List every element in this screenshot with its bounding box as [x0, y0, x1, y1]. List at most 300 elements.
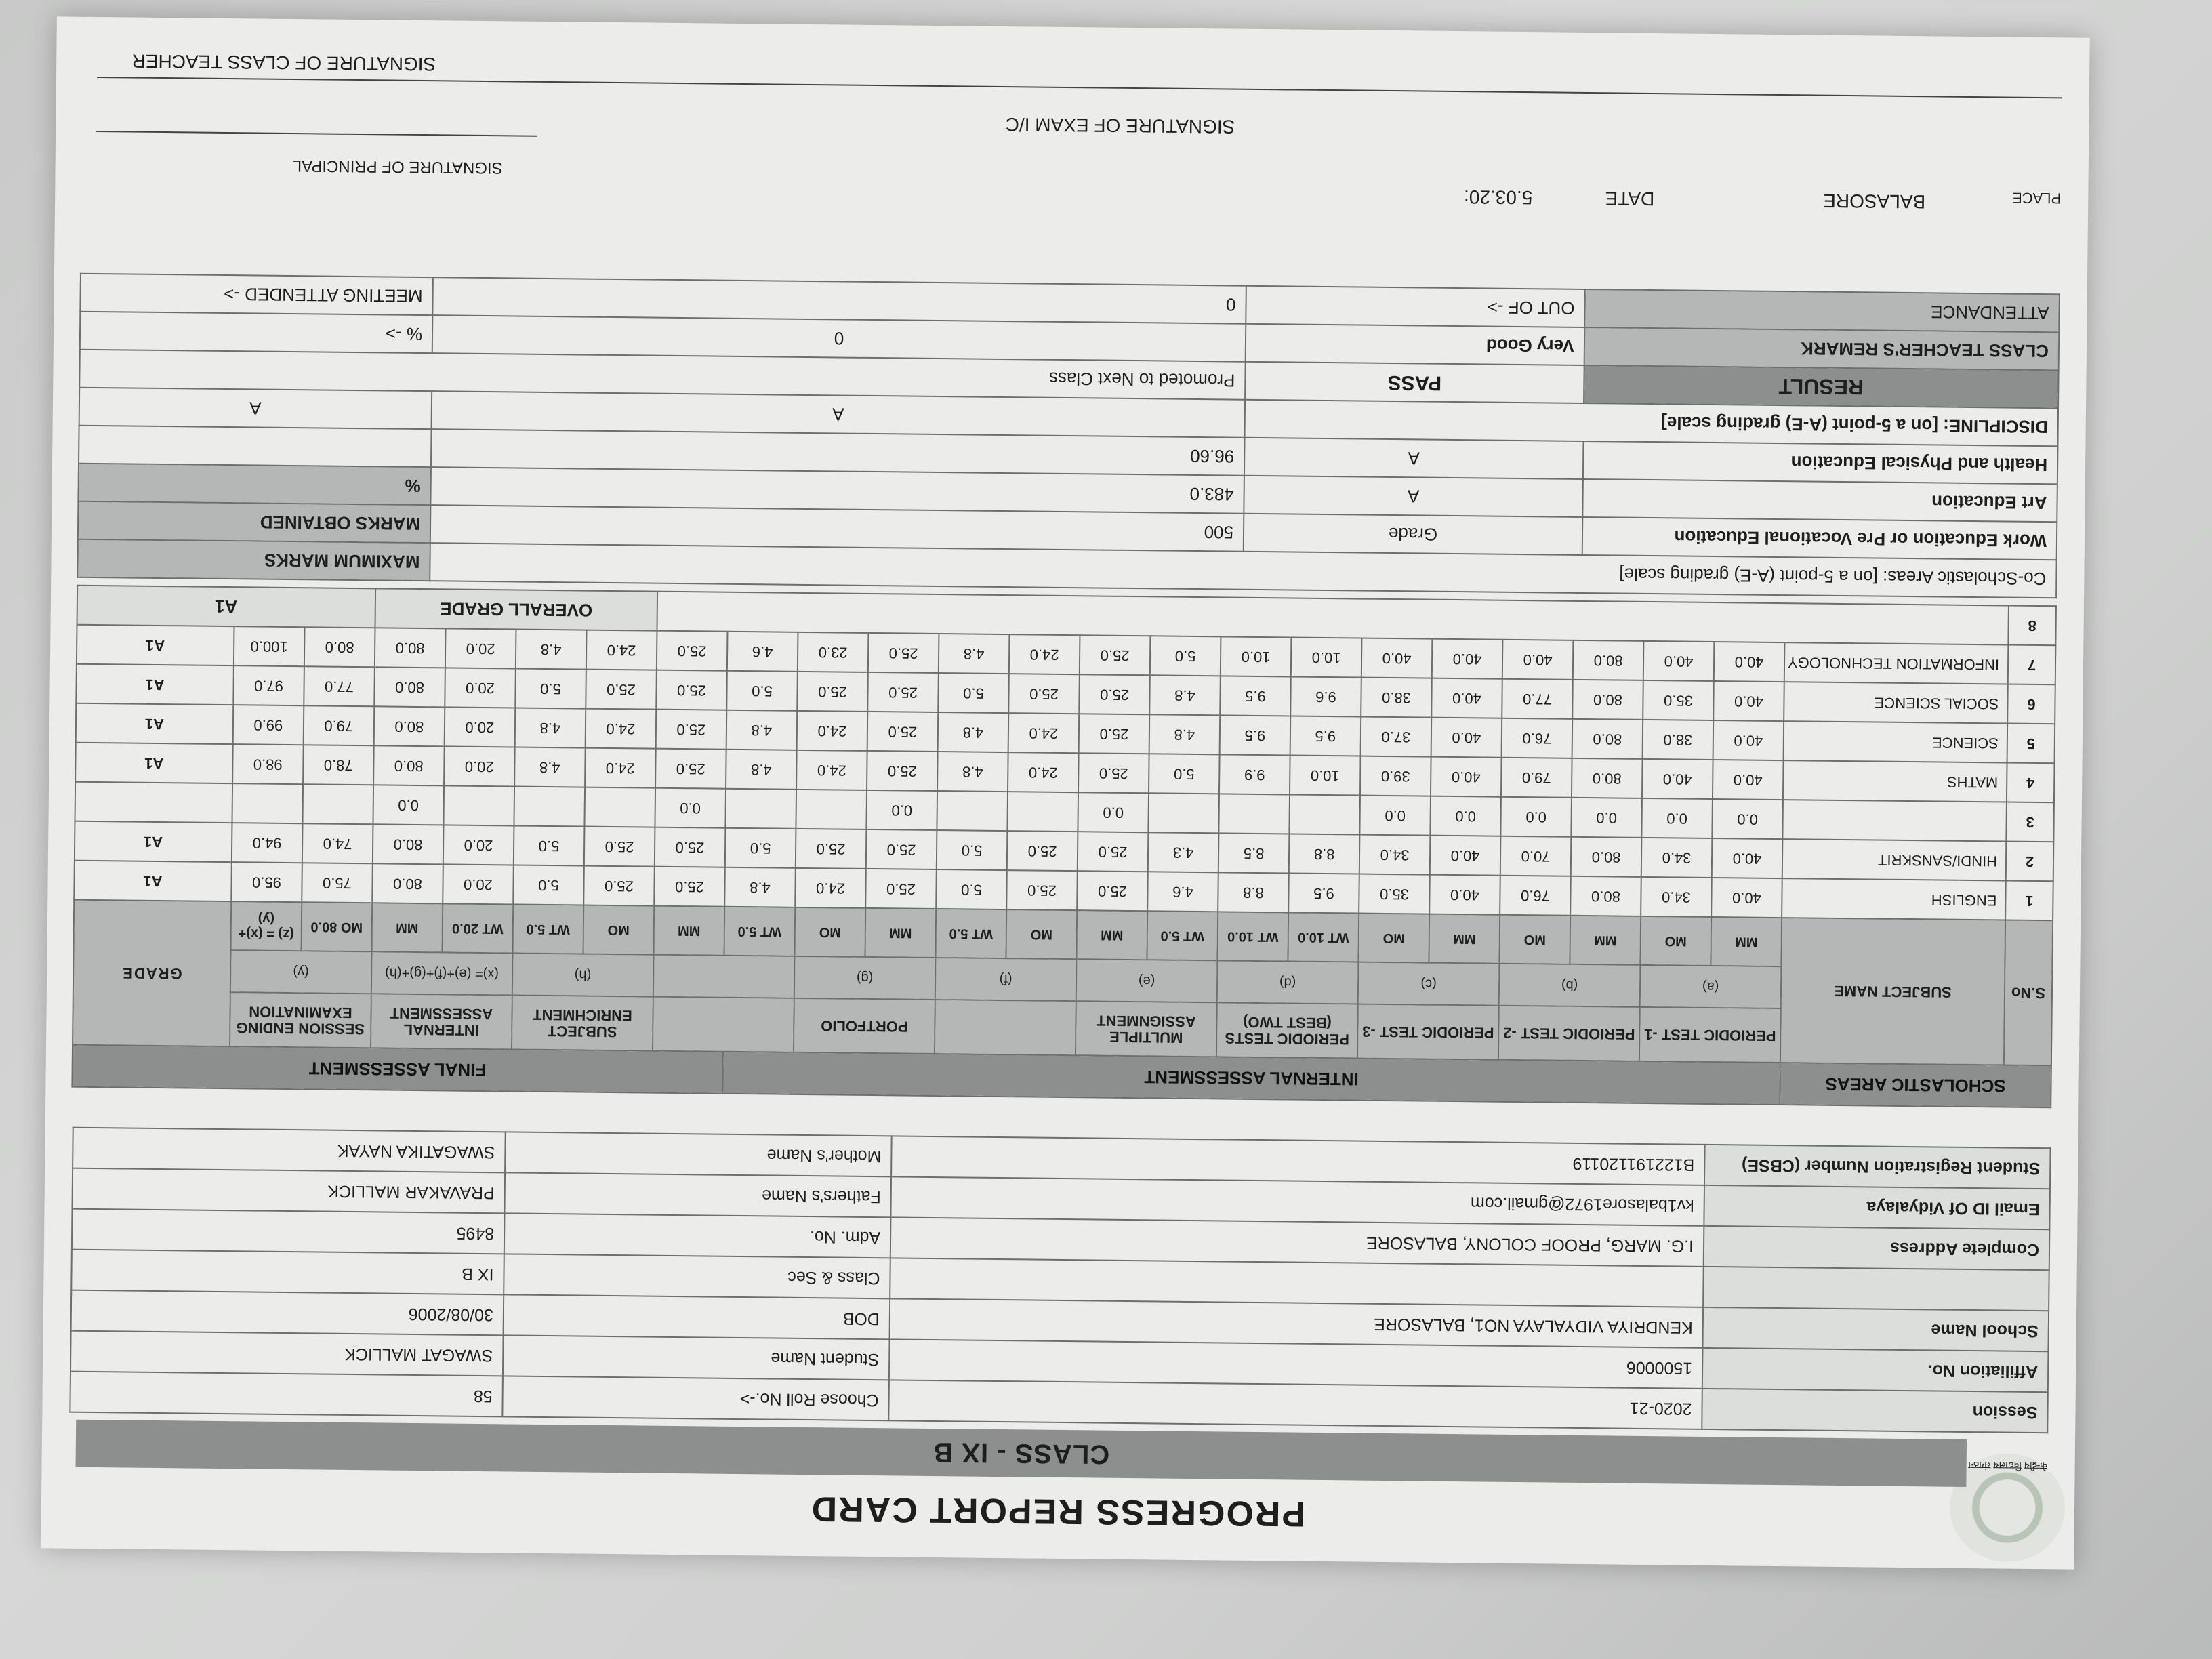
column-subheader: MM [1711, 917, 1782, 966]
mark-cell: 40.0 [1713, 760, 1784, 800]
info-label: Session [1702, 1389, 2048, 1433]
date-label: DATE [1605, 188, 1655, 210]
mark-cell: 25.0 [655, 827, 726, 867]
mark-cell [1218, 794, 1290, 834]
page-title: PROGRESS REPORT CARD [810, 1489, 1306, 1534]
column-title: INTERNAL ASSESSMENT [371, 994, 512, 1049]
mark-cell: 40.0 [1712, 838, 1783, 878]
mark-cell: 25.0 [1079, 674, 1150, 714]
mark-cell: 25.0 [868, 633, 939, 673]
mark-cell: 4.8 [726, 710, 798, 750]
mark-cell: 9.5 [1288, 873, 1359, 913]
column-title: PERIODIC TEST -1 [1639, 1007, 1781, 1063]
mark-cell: 0.0 [1078, 792, 1149, 832]
subject-name-header: SUBJECT NAME [1780, 918, 2005, 1065]
row-sno: 4 [2007, 763, 2055, 803]
mark-cell: 40.0 [1432, 639, 1503, 679]
column-code: (f) [935, 958, 1077, 1001]
signature-exam: SIGNATURE OF EXAM I/C [1005, 114, 1235, 138]
mark-cell: 4.8 [514, 747, 586, 787]
mark-cell: 5.0 [936, 869, 1007, 909]
mark-cell: 40.0 [1429, 875, 1500, 915]
row-subject [1782, 800, 2007, 841]
mark-cell [584, 787, 655, 827]
column-subheader: MM [653, 906, 724, 956]
mark-cell: 25.0 [656, 670, 727, 710]
mark-cell: 25.0 [1079, 714, 1150, 754]
info-label-2: Fathers's Name [504, 1172, 891, 1217]
row-subject: ENGLISH [1782, 878, 2006, 920]
mark-cell [725, 789, 796, 829]
row-sno: 2 [2006, 842, 2054, 882]
info-value-2: 30/08/2006 [71, 1290, 504, 1336]
column-subheader: MO [1640, 916, 1711, 966]
class-label: CLASS - IX B [933, 1437, 1110, 1469]
place-value: BALASORE [1823, 190, 1926, 213]
mark-cell: 4.8 [726, 750, 797, 790]
info-label-2: Student Name [503, 1335, 890, 1380]
final-assessment-band: FINAL ASSESSMENT [72, 1045, 723, 1094]
mark-cell: 25.0 [657, 631, 728, 671]
row-grade: A1 [75, 821, 232, 862]
info-label-2: DOB [504, 1294, 890, 1339]
mark-cell: 4.8 [1149, 714, 1221, 754]
mark-cell: 23.0 [798, 632, 869, 672]
mark-cell: 94.0 [232, 823, 303, 863]
column-code [653, 955, 795, 998]
footer [82, 44, 2062, 221]
column-title [935, 1000, 1076, 1055]
column-subheader: MM [1429, 914, 1500, 964]
co-scholastic-item-1: Work Education or Pre Vocational Education [1582, 517, 2057, 560]
student-info-table [69, 1127, 2051, 1434]
mark-cell: 9.9 [1219, 754, 1290, 794]
mark-cell: 20.0 [445, 707, 516, 747]
mark-cell: 0.0 [1500, 797, 1572, 837]
mark-cell: 24.0 [585, 748, 656, 788]
mark-cell: 25.0 [583, 866, 655, 906]
mark-cell: 24.0 [1008, 713, 1080, 753]
column-subheader: MM [865, 908, 936, 958]
mark-cell: 0.0 [866, 790, 937, 830]
column-subheader: MM [371, 903, 443, 952]
discipline-grade: A [79, 388, 432, 429]
info-value-2: 8495 [72, 1209, 505, 1254]
mark-cell [1007, 792, 1078, 832]
meeting-attended-label: MEETING ATTENDED -> [80, 274, 433, 315]
column-subheader: MO 80.0 [301, 902, 372, 951]
info-label: Affiliation No. [1702, 1348, 2049, 1392]
mark-cell: 35.0 [1643, 680, 1714, 720]
mark-cell: 4.8 [515, 708, 586, 747]
mark-cell: 80.0 [374, 667, 445, 707]
mark-cell: 5.0 [1149, 754, 1220, 794]
mark-cell: 76.0 [1502, 718, 1573, 758]
remark-value: Very Good [1246, 324, 1585, 365]
mark-cell: 80.0 [1573, 640, 1644, 680]
mark-cell: 5.0 [513, 865, 584, 905]
co-scholastic-grade-2: A [1244, 438, 1584, 479]
mark-cell: 100.0 [234, 626, 305, 666]
mark-cell: 80.0 [1571, 837, 1642, 877]
mark-cell [1289, 794, 1360, 834]
info-value [890, 1258, 1704, 1307]
info-label: Complete Address [1704, 1226, 2050, 1270]
mark-cell: 20.0 [445, 628, 516, 668]
mark-cell [302, 784, 373, 824]
mark-cell: 20.0 [445, 668, 516, 708]
mark-cell: 4.6 [727, 632, 798, 672]
mark-cell: 4.8 [938, 712, 1009, 752]
mark-cell: 79.0 [304, 705, 375, 745]
co-scholastic-item-3: Health and Physical Education [1583, 441, 2058, 484]
mark-cell: 80.0 [375, 628, 446, 668]
column-title: SUBJECT ENRICHMENT [512, 995, 653, 1050]
mark-cell: 9.5 [1220, 715, 1291, 755]
mark-cell [937, 791, 1008, 831]
column-subheader: MO [1006, 909, 1077, 959]
mark-cell: 25.0 [866, 830, 937, 869]
mark-cell: 0.0 [1571, 798, 1642, 838]
row-sno: 3 [2006, 802, 2054, 842]
column-subheader: MM [1076, 910, 1147, 960]
row-subject: HINDI/SANSKRIT [1782, 839, 2007, 880]
mark-cell: 25.0 [796, 829, 867, 869]
mark-cell: 70.0 [1500, 836, 1572, 876]
place-label: PLACE [2011, 189, 2062, 207]
mark-cell [514, 786, 585, 826]
scholastic-marks-table [71, 585, 2057, 1109]
mark-cell: 25.0 [1078, 832, 1149, 872]
column-code: (x)= (e)+(f)+(g)+(h) [371, 951, 513, 995]
column-title: PERIODIC TEST -2 [1498, 1006, 1640, 1061]
mark-cell: 0.0 [373, 785, 444, 825]
scholastic-areas-band: SCHOLASTIC AREAS [1780, 1063, 2051, 1107]
column-code: (y) [230, 950, 372, 994]
mark-cell: 0.0 [1430, 796, 1501, 836]
remark-arrow: % -> [80, 312, 433, 353]
row-grade: A1 [77, 625, 234, 665]
mark-cell: 24.0 [797, 711, 868, 751]
percent-label: % [78, 464, 431, 505]
co-scholastic-grade-1: A [1244, 476, 1583, 517]
mark-cell: 5.0 [514, 825, 585, 865]
info-label: Email ID Of Vidyalaya [1704, 1185, 2050, 1229]
report-card-sheet [41, 16, 2090, 1569]
mark-cell: 98.0 [232, 744, 304, 784]
mark-cell: 40.0 [1431, 718, 1502, 758]
mark-cell: 80.0 [373, 824, 444, 864]
info-label-2: Adm. No. [504, 1213, 891, 1258]
mark-cell: 5.0 [515, 668, 586, 708]
mark-cell: 24.0 [586, 630, 657, 670]
mark-cell: 35.0 [1359, 874, 1430, 914]
row-grade: A1 [74, 861, 232, 901]
summary-table [77, 273, 2060, 599]
mark-cell: 25.0 [797, 672, 868, 712]
column-code: (h) [512, 953, 654, 996]
mark-cell: 80.0 [1570, 876, 1641, 916]
column-subheader: WT 10.0 [1217, 912, 1288, 961]
mark-cell: 80.0 [1572, 680, 1643, 720]
attendance-out-of-label: OUT OF -> [1246, 286, 1585, 327]
row-grade: A1 [75, 703, 233, 744]
column-code: (e) [1076, 959, 1218, 1002]
info-value-2: PRAVAKAR MALLICK [72, 1168, 505, 1214]
mark-cell: 0.0 [1712, 799, 1783, 839]
co-scholastic-grade-3: A [432, 391, 1246, 438]
mark-cell: 40.0 [1431, 757, 1502, 797]
mark-cell: 80.0 [373, 745, 445, 785]
mark-cell: 74.0 [302, 823, 373, 863]
internal-assessment-band: INTERNAL ASSESSMENT [722, 1052, 1780, 1105]
sno-header: S.No [2004, 920, 2053, 1066]
mark-cell [232, 783, 303, 823]
column-title: PERIODIC TESTS (BEST TWO) [1216, 1002, 1358, 1058]
row-grade: A1 [75, 743, 233, 783]
mark-cell: 4.8 [516, 629, 587, 669]
mark-cell: 34.0 [1359, 835, 1431, 875]
result-label: RESULT [1584, 365, 2059, 408]
mark-cell: 0.0 [1641, 798, 1713, 838]
row-sno: 6 [2007, 684, 2055, 724]
mark-cell: 25.0 [1008, 674, 1080, 714]
mark-cell: 4.8 [937, 752, 1008, 792]
mark-cell: 4.3 [1148, 832, 1219, 872]
column-subheader: (z) = (x)+(y) [230, 901, 302, 951]
info-label: School Name [1702, 1307, 2049, 1351]
column-subheader: MO [1358, 914, 1429, 963]
overall-grade-value: A1 [77, 586, 375, 628]
info-value-2: SWAGAT MALLICK [70, 1331, 504, 1376]
mark-cell: 75.0 [302, 863, 373, 903]
info-label: Student Registration Number (CBSE) [1704, 1145, 2051, 1189]
mark-cell: 4.6 [1147, 872, 1218, 912]
mark-cell: 20.0 [443, 825, 514, 865]
mark-cell: 24.0 [1008, 752, 1079, 792]
percent-value: 96.60 [431, 429, 1245, 476]
row-subject: SCIENCE [1784, 721, 2008, 762]
discipline-heading: DISCIPLINE: [on a 5-point (A-E) grading scale] [1245, 400, 2059, 447]
signature-principal: SIGNATURE OF PRINCIPAL [292, 157, 503, 178]
mark-cell: 40.0 [1711, 878, 1782, 918]
column-title [653, 997, 794, 1052]
mark-cell: 40.0 [1714, 642, 1785, 682]
mark-cell: 20.0 [444, 746, 515, 786]
mark-cell: 25.0 [1077, 871, 1148, 911]
mark-cell: 24.0 [1009, 634, 1080, 674]
mark-cell: 40.0 [1643, 641, 1715, 681]
mark-cell [796, 790, 867, 830]
mark-cell: 37.0 [1361, 717, 1432, 757]
mark-cell: 40.0 [1642, 759, 1713, 799]
row-subject: MATHS [1783, 760, 2007, 802]
attendance-label: ATTENDANCE [1584, 289, 2060, 332]
column-subheader: WT 10.0 [1288, 912, 1359, 962]
column-title: MULTIPLE ASSIGNMENT [1076, 1001, 1217, 1057]
info-value: kv1balasore1972@gmail.com [890, 1176, 1704, 1226]
result-note: Promoted to Next Class [79, 350, 1245, 400]
mark-cell: 4.8 [939, 634, 1010, 674]
info-label-2: Class & Sec [504, 1254, 890, 1298]
grade-header: GRADE [73, 900, 231, 1046]
column-code: (g) [794, 956, 936, 1000]
info-value: B122191120119 [891, 1136, 1705, 1185]
info-value: KENDRIYA VIDYALAYA NO1, BALASORE [890, 1298, 1704, 1348]
mark-cell: 5.0 [938, 673, 1009, 713]
mark-cell: 40.0 [1713, 681, 1784, 721]
mark-cell: 77.0 [304, 666, 375, 706]
date-value: 5.03.20: [1463, 186, 1533, 209]
co-scholastic-item-2: Art Education [1582, 479, 2057, 522]
mark-cell: 10.0 [1291, 637, 1362, 677]
info-value: 2020-21 [888, 1380, 1702, 1429]
column-code: (d) [1217, 960, 1359, 1004]
overall-grade-label: OVERALL GRADE [375, 588, 657, 630]
mark-cell: 40.0 [1430, 836, 1501, 876]
logo-caption: केन्द्रीय विद्यालय संगठन [1968, 1460, 2048, 1472]
marks-obtained-value: 483.0 [430, 467, 1244, 514]
mark-cell: 38.0 [1643, 720, 1714, 760]
mark-cell: 40.0 [1431, 678, 1502, 718]
column-subheader: WT 5.0 [512, 904, 583, 954]
mark-cell: 4.8 [1149, 675, 1221, 715]
max-marks-label: MAXIMUM MARKS [77, 539, 430, 581]
mark-cell: 97.0 [233, 665, 304, 705]
column-subheader: WT 5.0 [724, 907, 795, 956]
column-code: (b) [1499, 964, 1641, 1007]
info-value-2: SWAGATIKA NAYAK [73, 1128, 506, 1173]
row-sno: 7 [2008, 645, 2056, 685]
column-code: (a) [1640, 965, 1782, 1008]
mark-cell: 10.0 [1290, 755, 1361, 795]
mark-cell: 5.0 [725, 828, 796, 868]
attendance-out-of-value: 0 [432, 277, 1246, 324]
column-subheader: WT 20.0 [442, 903, 513, 953]
column-subheader: MM [1570, 916, 1641, 965]
remark-label: CLASS TEACHER'S REMARK [1584, 327, 2060, 370]
mark-cell: 40.0 [1713, 720, 1784, 760]
row-sno: 1 [2005, 881, 2053, 921]
row-subject: SOCIAL SCIENCE [1784, 682, 2008, 723]
max-marks-value: 500 [430, 505, 1244, 552]
mark-cell: 39.0 [1360, 756, 1431, 796]
column-subheader: MO [1499, 915, 1570, 964]
mark-cell: 0.0 [1359, 796, 1431, 836]
mark-cell: 99.0 [233, 705, 304, 745]
mark-cell: 5.0 [937, 830, 1008, 870]
mark-cell: 25.0 [867, 712, 939, 752]
mark-cell: 77.0 [1502, 679, 1573, 719]
co-scholastic-heading: Co-Scholastic Areas: [on a 5-point (A-E) grading scale] [430, 543, 2056, 598]
info-label-2: Mother's Name [505, 1132, 892, 1176]
mark-cell [443, 785, 514, 825]
row-sno: 8 [2008, 606, 2056, 646]
mark-cell: 25.0 [584, 827, 655, 867]
mark-cell: 25.0 [1078, 753, 1149, 793]
principal-signature-line [96, 131, 537, 137]
mark-cell: 25.0 [867, 672, 939, 712]
teacher-signature-line [97, 77, 2062, 98]
info-value-2: IX B [71, 1250, 504, 1295]
mark-cell: 5.0 [1150, 636, 1221, 676]
mark-cell: 25.0 [655, 749, 726, 789]
signature-teacher: SIGNATURE OF CLASS TEACHER [131, 50, 436, 75]
info-label [1703, 1267, 2049, 1311]
mark-cell: 79.0 [1501, 758, 1572, 798]
mark-cell: 80.0 [1572, 719, 1643, 759]
mark-cell: 34.0 [1641, 877, 1712, 917]
mark-cell: 20.0 [443, 864, 514, 904]
row-subject: INFORMATION TECHNOLOGY [1784, 642, 2009, 684]
column-subheader: WT 5.0 [1147, 911, 1218, 960]
marks-obtained-label: MARKS OBTAINED [78, 501, 431, 543]
info-value: 1500006 [889, 1339, 1703, 1389]
info-value: I.G. MARG, PROOF COLONY, BALASORE [890, 1217, 1704, 1267]
mark-cell: 24.0 [586, 709, 657, 749]
column-title: PERIODIC TEST -3 [1357, 1004, 1499, 1060]
mark-cell: 25.0 [1080, 635, 1151, 675]
row-sno: 5 [2007, 724, 2055, 764]
column-title: SESSION ENDING EXAMINATION [230, 992, 371, 1048]
mark-cell: 76.0 [1500, 876, 1571, 916]
mark-cell: 4.8 [724, 867, 796, 907]
mark-cell: 34.0 [1641, 838, 1713, 878]
mark-cell: 25.0 [1007, 831, 1078, 871]
mark-cell: 25.0 [656, 710, 727, 750]
mark-cell: 5.0 [726, 671, 798, 711]
mark-cell: 80.0 [1572, 758, 1643, 798]
info-label-2: Choose Roll No.-> [502, 1376, 889, 1420]
mark-cell: 24.0 [796, 750, 867, 790]
mark-cell: 8.5 [1218, 833, 1290, 873]
column-subheader: MO [583, 905, 654, 955]
mark-cell: 25.0 [1006, 870, 1078, 910]
info-value-2: 58 [70, 1372, 503, 1417]
co-scholastic-grade-label: Grade [1244, 514, 1583, 555]
mark-cell: 25.0 [865, 869, 937, 909]
mark-cell: 10.0 [1221, 636, 1292, 676]
mark-cell: 25.0 [586, 670, 657, 710]
column-subheader: MO [794, 907, 865, 957]
column-code: (c) [1358, 962, 1500, 1006]
mark-cell: 40.0 [1361, 638, 1433, 678]
mark-cell: 0.0 [655, 788, 726, 828]
result-value: PASS [1245, 362, 1584, 403]
mark-cell: 9.5 [1290, 716, 1361, 756]
mark-cell: 78.0 [303, 745, 374, 785]
row-grade: A1 [76, 664, 234, 705]
mark-cell: 80.0 [304, 627, 375, 667]
mark-cell [1148, 793, 1219, 833]
mark-cell: 40.0 [1502, 640, 1574, 680]
mark-cell: 25.0 [654, 867, 725, 907]
lower-section [78, 273, 2060, 599]
mark-cell: 80.0 [372, 863, 443, 903]
row-grade [75, 782, 232, 823]
mark-cell: 8.8 [1218, 872, 1289, 912]
remark-extra: 0 [432, 315, 1246, 362]
mark-cell: 25.0 [867, 751, 938, 791]
mark-cell: 9.6 [1290, 676, 1361, 716]
mark-cell: 8.8 [1289, 834, 1360, 874]
mark-cell: 80.0 [374, 706, 445, 746]
mark-cell: 95.0 [231, 862, 302, 902]
column-title: PORTFOLIO [794, 998, 935, 1054]
mark-cell: 24.0 [795, 868, 866, 908]
mark-cell: 38.0 [1361, 678, 1432, 718]
mark-cell: 9.5 [1220, 676, 1291, 716]
